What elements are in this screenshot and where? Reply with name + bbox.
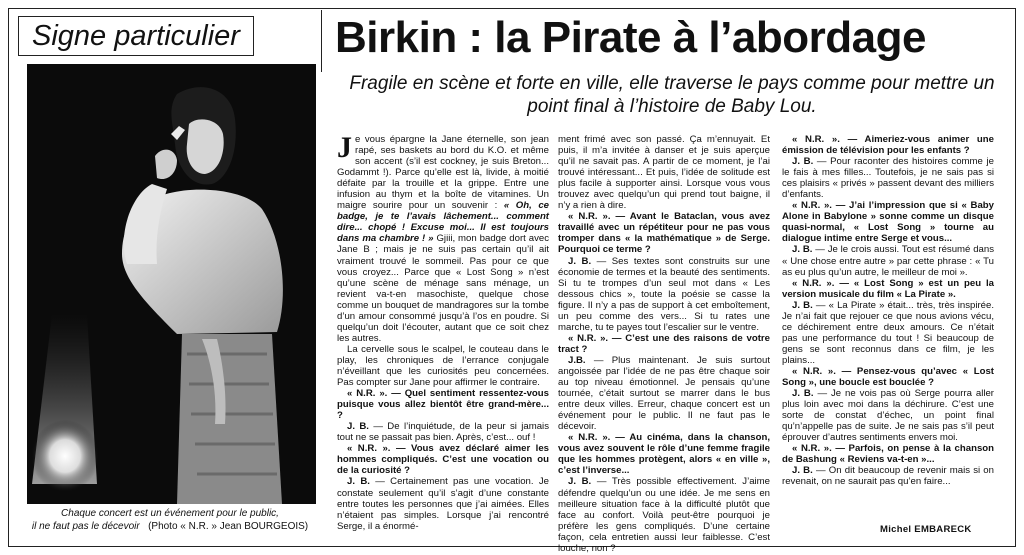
answer bbox=[782, 244, 994, 277]
answer bbox=[782, 156, 994, 200]
paragraph-text: Gjiii, mon badge dort avec Jane B ; mais je ne suis pas certain qu’il ait vraiment trouvé le sommeil. Pas pour ce que vous croyez... Parce que « Lost Song » n’est qu’une scène de ménage sans ménage, un revient va-t-en masochiste, quelque chose comme un bouquet de mandragores sur la tombe d’un amour consommé jusqu’à l’os en poudre. Si quelqu’un doit l’écouter, autant que ce soit chez les autres. bbox=[337, 233, 549, 344]
answer-text: — Je ne vois pas où Serge pourra aller plus loin avec moi dans la déchirure. C’est une sorte de constat d’échec, un point final qu’n’appelle pas de suite. Je ne sais pas s’il peut éprouver d’autres sentiments envers moi. bbox=[782, 388, 994, 444]
answer bbox=[558, 476, 770, 553]
byline: Michel EMBARECK bbox=[880, 524, 972, 535]
paragraph-text: e vous épargne la Jane éternelle, son jean rapé, ses baskets au bord du K.O. et même son accent (s’il est cockney, je suis Breton... Godammt !). Parce qu’elle est là, livide, à moitié défaite par la trouille et la grippe. Entre une infusion au thym et la boîte de vitamines. Un maigre sourire pour un souvenir : bbox=[337, 134, 549, 212]
answer-text: — « La Pirate » était... très, très inspirée. Je n’ai fait que rejouer ce que nous avions vécu, ce déchirement entre deux amours. Ce n’était pas une performance du tout ! Si beaucoup de gens se sont reconnus dans ce film, je les plains... bbox=[782, 299, 994, 366]
speaker: J. B. bbox=[792, 388, 814, 400]
concert-photo bbox=[27, 64, 316, 504]
question: « N.R. ». — « Lost Song » est un peu la version musicale du film « La Pirate ». bbox=[782, 277, 994, 300]
rubric-label: Signe particulier bbox=[18, 16, 254, 56]
answer-text: — On dit beaucoup de revenir mais si on revenait, on ne saurait pas qu’en faire... bbox=[782, 465, 994, 488]
speaker: J.B. bbox=[568, 354, 586, 366]
deck: Fragile en scène et forte en ville, elle traverse le pays comme pour mettre un point final à l’histoire de Baby Lou. bbox=[349, 73, 995, 117]
answer bbox=[558, 256, 770, 333]
caption-line-1: Chaque concert est un événement pour le public, bbox=[61, 508, 279, 519]
question: « N.R. ». — Vous avez déclaré aimer les hommes compliqués. C’est une vocation ou de la curiosité ? bbox=[337, 443, 549, 477]
answer-text: — Très possible effectivement. J’aime défendre quelqu’un ou une idée. Je me sens en meilleure situation face à la difficulté plutôt que face au confort. Voilà peut-être pourquoi je préfère les gens compliqués. D’une certaine façon, cela entretien aussi leur faiblesse. C’est louche, non ? bbox=[558, 476, 771, 554]
answer-text: — Certainement pas une vocation. Je constate seulement qu’il s’agit d’une constante entre toutes les personnes que j’ai aimées. Elles n’étaient pas simples. Lorsque j’ai rencontré Serge, il a énormé- bbox=[337, 476, 550, 532]
speaker: J. B. bbox=[347, 476, 370, 488]
answer bbox=[337, 421, 549, 443]
paragraph bbox=[337, 131, 550, 344]
question: « N.R. ». — Avant le Bataclan, vous avez travaillé avec un répétiteur pour ne pas vous tromper dans « la mathématique » de Serge. Pourquoi ce terme ? bbox=[558, 211, 770, 256]
question: « N.R. ». — J’ai l’impression que si « Baby Alone in Babylone » sonne comme un disque quasi-normal, « Lost Song » tourne au dialogue intime entre Serge et vous... bbox=[782, 200, 994, 245]
answer bbox=[337, 476, 549, 531]
speaker: J. B. bbox=[792, 299, 813, 311]
question: « N.R. ». — Aimeriez-vous animer une émission de télévision pour les enfants ? bbox=[782, 134, 994, 157]
speaker: J. B. bbox=[792, 244, 813, 256]
answer-text: — Plus maintenant. Je suis surtout angoissée par l’idée de ne pas être chaque soir au top niveau émotionnel. Je pensais qu’une tournée, c’était surtout se marrer dans le bus entre deux villes. Erreur, chaque concert est un événement pour le public. Il ne faut pas le décevoir. bbox=[558, 354, 770, 433]
answer-text: — De l’inquiétude, de la peur si jamais tout ne se passait pas bien. Après, c’est... ouf ! bbox=[337, 421, 549, 444]
paragraph: La cervelle sous le scalpel, le couteau dans le play, les chroniques de l’errance conjugale n’éveillant que les curiosités peu concernées. Pas compter sur Jane pour affirmer le contraire. bbox=[337, 343, 549, 389]
answer bbox=[782, 465, 994, 487]
speaker: J. B. bbox=[792, 156, 814, 168]
answer bbox=[782, 300, 994, 366]
speaker: J. B. bbox=[568, 255, 592, 267]
answer bbox=[558, 355, 770, 432]
photo-image bbox=[27, 64, 316, 504]
article-column-3 bbox=[782, 134, 994, 488]
photo-credit: (Photo « N.R. » Jean BOURGEOIS) bbox=[148, 521, 309, 532]
question: « N.R. ». — C’est une des raisons de votre tract ? bbox=[558, 332, 770, 355]
question: « N.R. ». — Parfois, on pense à la chanson de Bashung « Reviens va-t-en »... bbox=[782, 443, 994, 466]
caption-line-2-text: il ne faut pas le décevoir bbox=[31, 521, 140, 532]
answer bbox=[782, 388, 994, 443]
paragraph: ment frimé avec son passé. Ça m’ennuyait. Et puis, il m’a invitée à danser et je suis aperçue qu’il ne savait pas. A partir de ce moment, je l’ai trouvé intéressant... Et puis, l’idée de solitude est plus facile à supporter ainsi. Lorsque vous vous trouvez avec quelqu’un qui prend tout baigne, il n’y a rien à dire. bbox=[558, 134, 770, 212]
speaker: J. B. bbox=[792, 465, 813, 477]
speaker: J. B. bbox=[568, 476, 592, 488]
question: « N.R. ». — Pensez-vous qu’avec « Lost Song », une boucle est bouclée ? bbox=[782, 365, 994, 389]
question: « N.R. ». — Au cinéma, dans la chanson, vous avez souvent le rôle d’une femme fragile que les hommes protègent, alors « en ville », c’est l’inverse... bbox=[558, 432, 770, 477]
answer-text: — Pour raconter des histoires comme je le fais à mes filles... Toutefois, je ne sais pas si ces plaisirs « privés » passent devant des milliers d’enfants. bbox=[782, 156, 994, 201]
caption-line-2 bbox=[20, 520, 320, 533]
question: « N.R. ». — Quel sentiment ressentez-vous puisque vous allez bientôt être grand-mère... ? bbox=[337, 388, 549, 422]
answer-text: — Ses textes sont construits sur une économie de termes et la beauté des sentiments. Si tu te trompes d’un seul mot dans « Les dessous chics », toute la poésie se casse la figure. Il n’y a pas de support à cet emboîtement, un peu comme des vers... Si tu rates une marche, tu te payes tout l’escalier sur le ventre. bbox=[558, 255, 771, 333]
quote-text: « Oh, ce badge, je te l’avais lâchement... comment dire... chopé ! Excuse moi... Il est toujours dans ma chambre ! » bbox=[337, 200, 550, 245]
article-column-1 bbox=[337, 131, 550, 532]
speaker: J. B. bbox=[347, 421, 369, 433]
header-divider bbox=[321, 10, 322, 72]
article-column-2 bbox=[558, 134, 770, 554]
answer-text: — Je le crois aussi. Tout est résumé dans « Une chose entre autre » par cette phrase : « Tu as eu plus qu’un autre, le meilleur de moi ». bbox=[782, 244, 995, 278]
photo-caption bbox=[20, 507, 320, 533]
drop-cap: J bbox=[337, 131, 352, 164]
headline: Birkin : la Pirate à l’abordage bbox=[335, 13, 926, 62]
